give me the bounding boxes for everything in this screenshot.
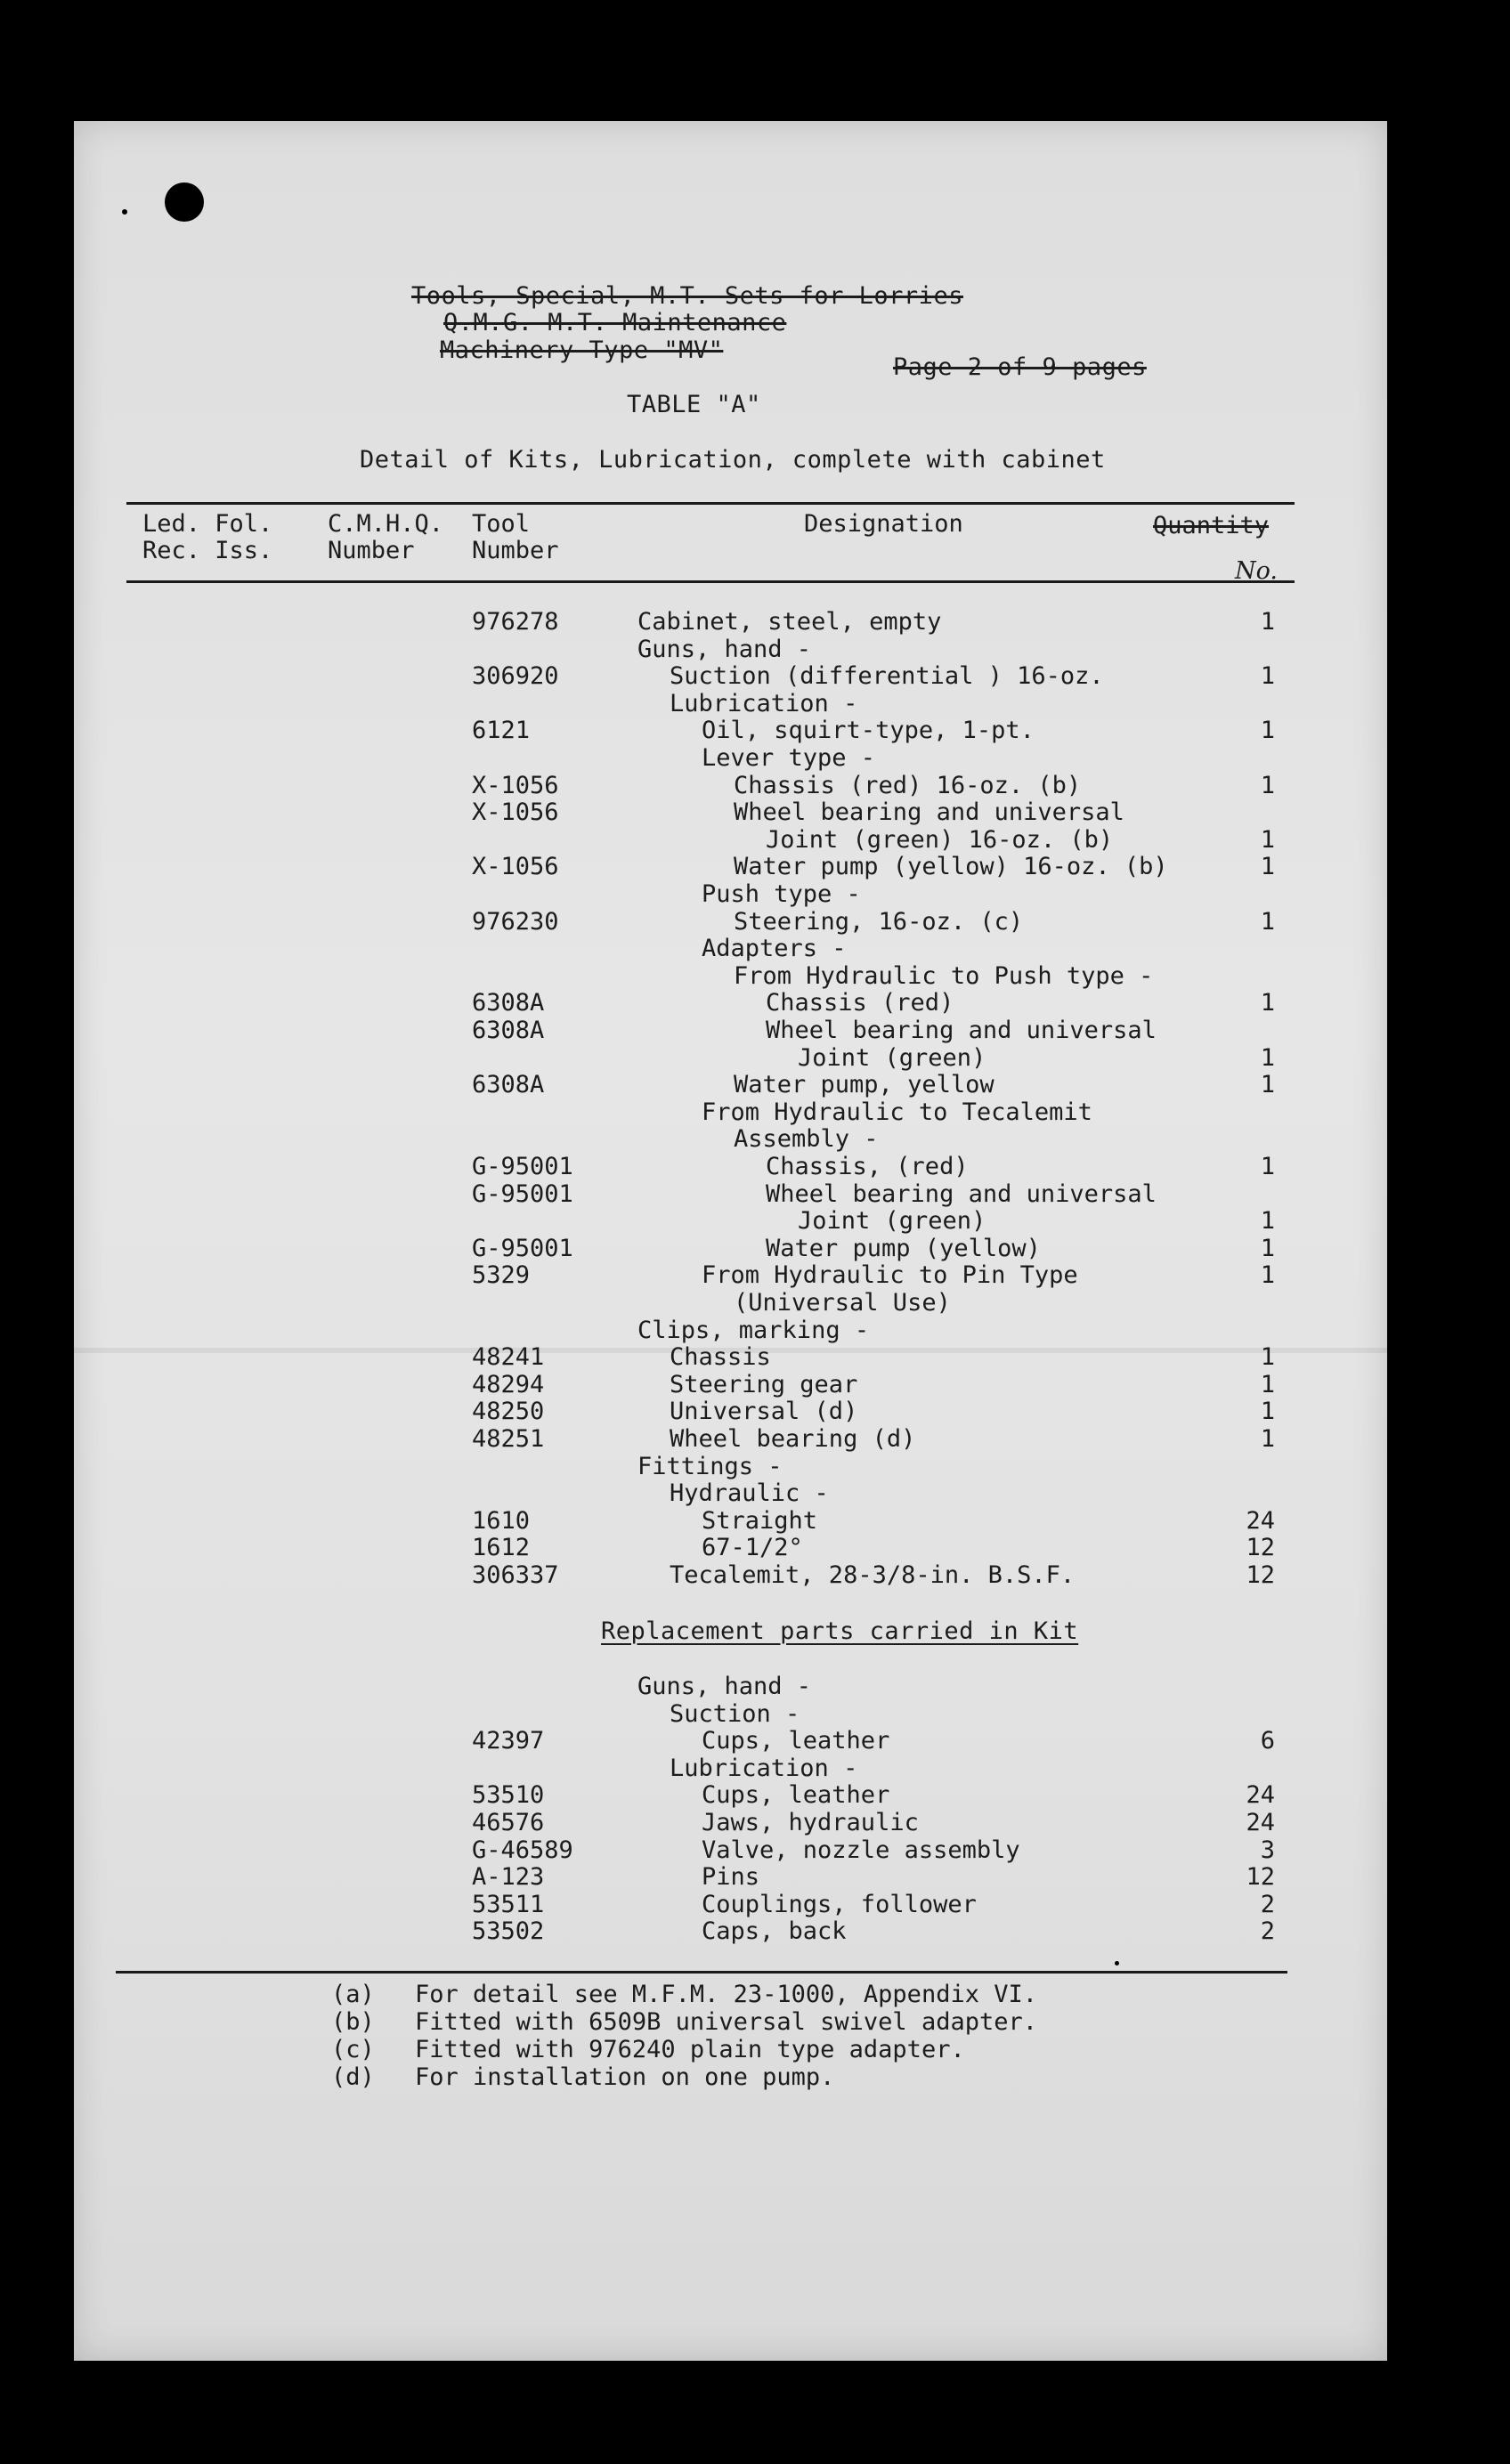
header-machinery-type: Machinery Type "MV"	[440, 336, 724, 364]
header-subtitle: Q.M.G. M.T. Maintenance	[443, 309, 787, 336]
designation: Lubrication -	[670, 689, 858, 717]
header-rule-top	[126, 502, 1295, 505]
dust-speck	[1115, 1961, 1119, 1966]
tool-number: 53502	[472, 1917, 545, 1946]
designation: Valve, nozzle assembly	[702, 1836, 1020, 1864]
tool-number: G-95001	[472, 1234, 573, 1262]
footnote-text: Fitted with 976240 plain type adapter.	[415, 2036, 965, 2063]
footnote-mark: (c)	[331, 2036, 375, 2063]
tool-number: 1612	[472, 1534, 531, 1562]
designation: Cups, leather	[702, 1727, 890, 1755]
table-subtitle: Detail of Kits, Lubrication, complete with cabinet	[360, 446, 1106, 474]
quantity: 1	[1260, 771, 1275, 799]
designation: Pins	[702, 1863, 760, 1892]
quantity: 1	[1260, 989, 1275, 1017]
tool-number: 5329	[472, 1261, 531, 1290]
tool-number: 306337	[472, 1561, 559, 1589]
designation: Tecalemit, 28-3/8-in. B.S.F.	[670, 1561, 1076, 1589]
designation: Wheel bearing and universal	[766, 1017, 1157, 1044]
designation: Chassis (red) 16-oz. (b)	[734, 771, 1082, 799]
designation: Suction (differential ) 16-oz.	[670, 662, 1104, 691]
designation: Suction -	[670, 1699, 800, 1728]
designation: Cabinet, steel, empty	[637, 608, 942, 636]
quantity: 24	[1246, 1809, 1275, 1836]
designation: Guns, hand -	[637, 635, 812, 663]
quantity: 1	[1260, 853, 1275, 881]
replacement-heading: Replacement parts carried in Kit	[601, 1617, 1079, 1645]
tool-number: 42397	[472, 1727, 545, 1755]
tool-number: 6308A	[472, 1071, 545, 1099]
designation: Joint (green)	[798, 1207, 986, 1236]
designation: Adapters -	[702, 935, 847, 963]
tool-number: 6121	[472, 717, 531, 745]
header-rule-bottom	[126, 580, 1295, 583]
designation: Steering gear	[670, 1370, 858, 1398]
designation: 67-1/2°	[702, 1534, 803, 1562]
quantity: 2	[1260, 1890, 1275, 1918]
quantity: 6	[1260, 1727, 1275, 1755]
tool-number: 53511	[472, 1890, 545, 1918]
designation: Guns, hand -	[637, 1673, 812, 1700]
designation: Couplings, follower	[702, 1890, 977, 1918]
column-led-rec: Led. Fol. Rec. Iss.	[142, 510, 273, 564]
tool-number: 306920	[472, 662, 559, 691]
tool-number: X-1056	[472, 853, 559, 881]
designation: Straight	[702, 1506, 818, 1535]
quantity: 1	[1260, 1043, 1275, 1072]
designation: Joint (green)	[798, 1043, 986, 1072]
quantity: 1	[1260, 1425, 1275, 1453]
designation: Chassis (red)	[766, 989, 954, 1017]
footnote-text: Fitted with 6509B universal swivel adapter.	[415, 2008, 1037, 2036]
quantity: 12	[1246, 1863, 1275, 1892]
header-title: Tools, Special, M.T. Sets for Lorries	[411, 282, 963, 310]
designation: (Universal Use)	[734, 1289, 951, 1317]
quantity: 12	[1246, 1561, 1275, 1589]
quantity: 1	[1260, 1261, 1275, 1290]
designation: From Hydraulic to Push type -	[734, 961, 1154, 990]
quantity: 24	[1246, 1506, 1275, 1535]
tool-number: 46576	[472, 1809, 545, 1836]
tool-number: 48241	[472, 1343, 545, 1372]
tool-number: X-1056	[472, 771, 559, 799]
designation: Chassis, (red)	[766, 1153, 969, 1180]
designation: From Hydraulic to Tecalemit	[702, 1098, 1092, 1126]
tool-number: 53510	[472, 1781, 545, 1810]
designation: Wheel bearing (d)	[670, 1425, 916, 1453]
page-number: Page 2 of 9 pages	[893, 353, 1147, 381]
designation: Water pump (yellow)	[766, 1234, 1041, 1262]
quantity: 1	[1260, 1207, 1275, 1236]
designation: Oil, squirt-type, 1-pt.	[702, 717, 1035, 745]
designation: Wheel bearing and universal	[734, 798, 1124, 827]
designation: Steering, 16-oz. (c)	[734, 907, 1024, 936]
tool-number: 1610	[472, 1506, 531, 1535]
tool-number: 976230	[472, 907, 559, 936]
quantity: 1	[1260, 1234, 1275, 1262]
tool-number: G-95001	[472, 1179, 573, 1208]
designation: From Hydraulic to Pin Type	[702, 1261, 1078, 1290]
tool-number: A-123	[472, 1863, 545, 1892]
designation: Caps, back	[702, 1917, 847, 1946]
designation: Hydraulic -	[670, 1479, 829, 1508]
dust-speck	[122, 209, 127, 215]
designation: Assembly -	[734, 1125, 879, 1154]
column-quantity: Quantity	[1153, 512, 1270, 539]
quantity: 1	[1260, 907, 1275, 936]
designation: Joint (green) 16-oz. (b)	[766, 825, 1114, 854]
tool-number: 6308A	[472, 989, 545, 1017]
table-label: TABLE "A"	[627, 391, 761, 418]
designation: Water pump (yellow) 16-oz. (b)	[734, 853, 1168, 881]
footnote-mark: (b)	[331, 2008, 375, 2036]
quantity: 1	[1260, 608, 1275, 636]
designation: Push type -	[702, 880, 861, 908]
tool-number: 48251	[472, 1425, 545, 1453]
designation: Cups, leather	[702, 1781, 890, 1810]
designation: Water pump, yellow	[734, 1071, 994, 1099]
quantity: 1	[1260, 825, 1275, 854]
footnote-mark: (a)	[331, 1981, 375, 2008]
designation: Jaws, hydraulic	[702, 1809, 919, 1836]
quantity: 1	[1260, 662, 1275, 691]
tool-number: 976278	[472, 608, 559, 636]
designation: Clips, marking -	[637, 1316, 870, 1344]
quantity: 1	[1260, 1153, 1275, 1180]
punch-hole-mark	[165, 182, 204, 222]
quantity: 12	[1246, 1534, 1275, 1562]
quantity: 3	[1260, 1836, 1275, 1864]
column-designation: Designation	[804, 510, 963, 538]
designation: Fittings -	[637, 1452, 783, 1480]
quantity: 24	[1246, 1781, 1275, 1810]
footnote-rule	[116, 1971, 1287, 1974]
quantity: 1	[1260, 717, 1275, 745]
designation: Wheel bearing and universal	[766, 1179, 1157, 1208]
designation: Lubrication -	[670, 1754, 858, 1782]
column-tool-number: Tool Number	[472, 510, 559, 564]
column-no-handwritten: No.	[1235, 557, 1278, 585]
quantity: 1	[1260, 1398, 1275, 1426]
quantity: 1	[1260, 1370, 1275, 1398]
tool-number: 6308A	[472, 1017, 545, 1044]
tool-number: G-46589	[472, 1836, 573, 1864]
tool-number: G-95001	[472, 1153, 573, 1180]
footnote-text: For installation on one pump.	[415, 2063, 835, 2091]
designation: Lever type -	[702, 744, 876, 772]
tool-number: X-1056	[472, 798, 559, 827]
column-cmhq-number: C.M.H.Q. Number	[328, 510, 444, 564]
tool-number: 48294	[472, 1370, 545, 1398]
designation: Chassis	[670, 1343, 771, 1372]
footnote-mark: (d)	[331, 2063, 375, 2091]
tool-number: 48250	[472, 1398, 545, 1426]
footnote-text: For detail see M.F.M. 23-1000, Appendix VI.	[415, 1981, 1037, 2008]
quantity: 1	[1260, 1343, 1275, 1372]
quantity: 2	[1260, 1917, 1275, 1946]
quantity: 1	[1260, 1071, 1275, 1099]
designation: Universal (d)	[670, 1398, 858, 1426]
